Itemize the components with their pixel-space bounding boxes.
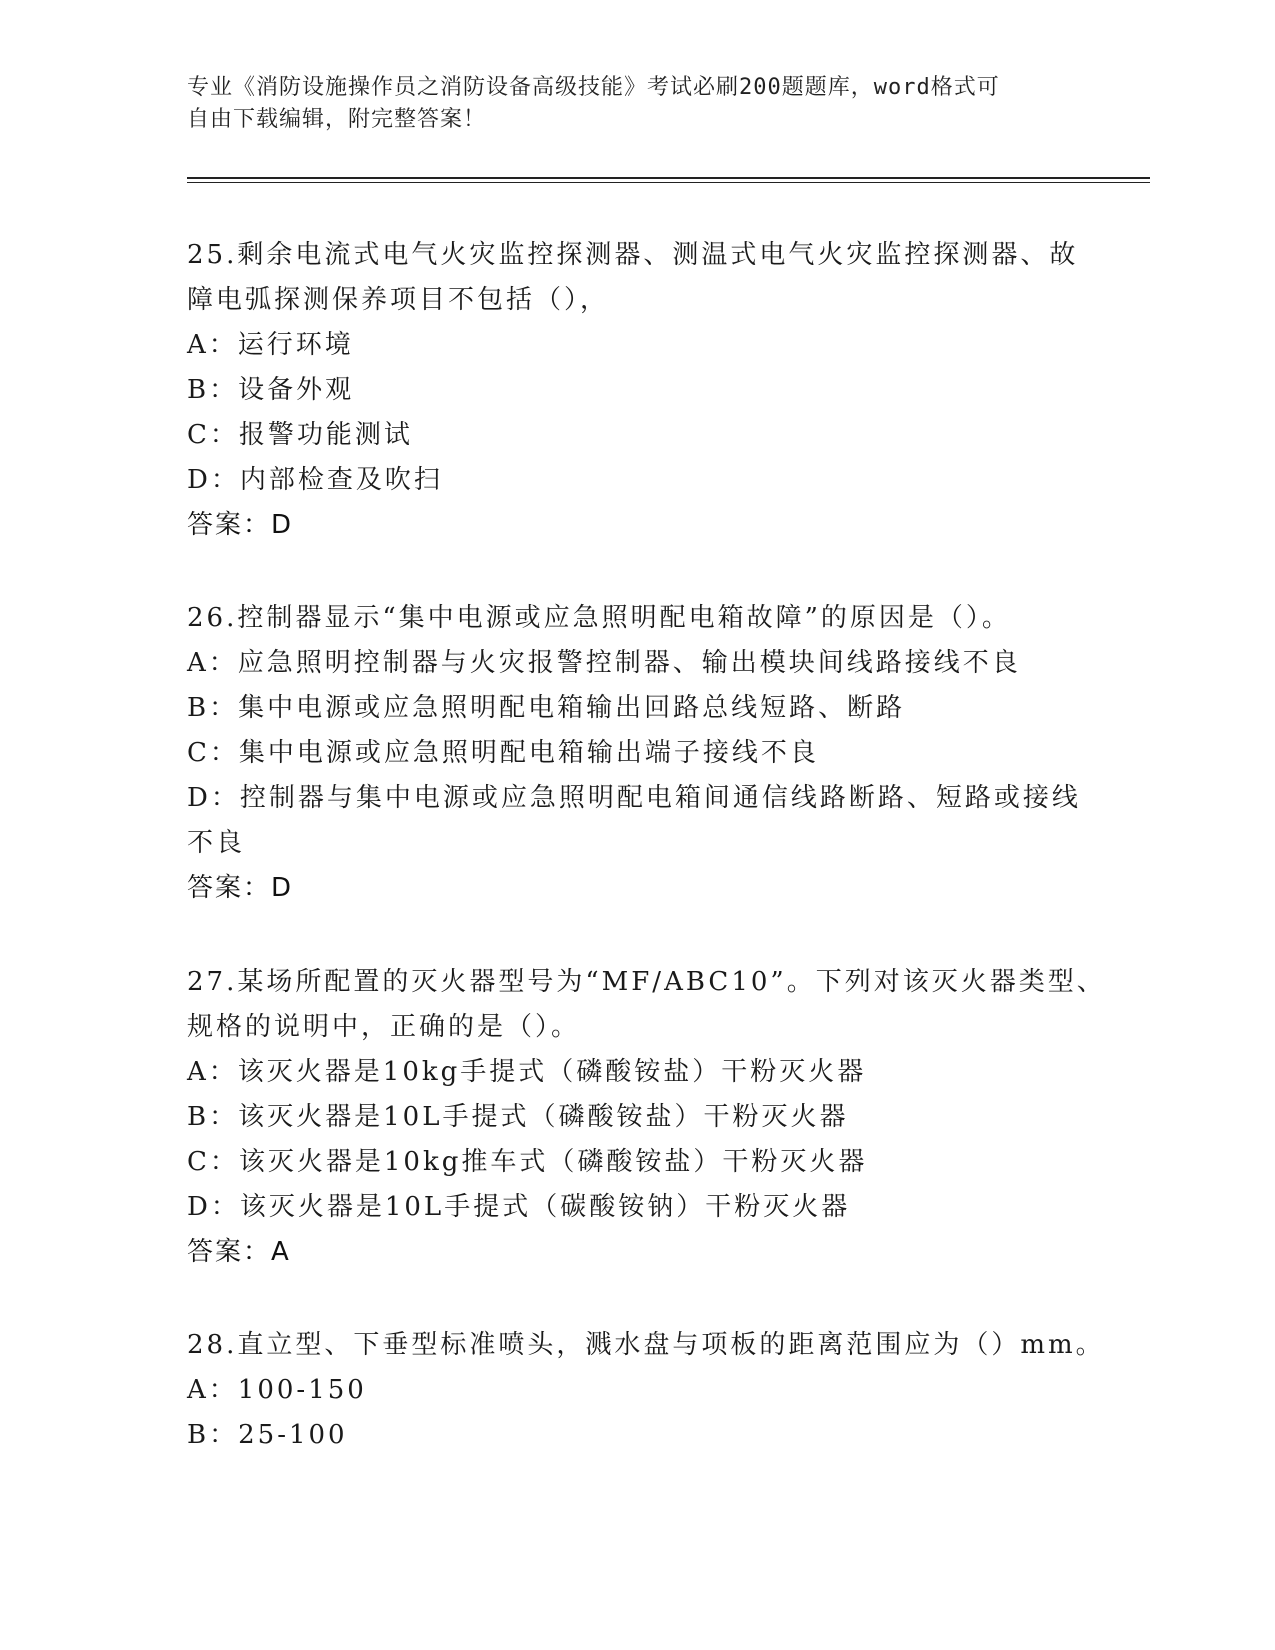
header-line-1: 专业《消防设施操作员之消防设备高级技能》考试必刷200题题库，word格式可	[187, 75, 1000, 100]
option-b: B：25-100	[187, 1420, 348, 1450]
option-a: A：100-150	[187, 1375, 367, 1405]
question-stem-line: 25.剩余电流式电气火灾监控探测器、测温式电气火灾监控探测器、故	[187, 240, 1079, 270]
question-stem-line: 规格的说明中，正确的是（）。	[187, 1012, 581, 1042]
question-stem-line: 27.某场所配置的灭火器型号为“MF/ABC10”。下列对该灭火器类型、	[187, 967, 1106, 997]
header-divider-thick	[187, 177, 1150, 179]
option-a: A：应急照明控制器与火灾报警控制器、输出模块间线路接线不良	[187, 648, 1021, 678]
option-d: D：该灭火器是10L手提式（碳酸铵钠）干粉灭火器	[187, 1192, 851, 1222]
question-28	[187, 1323, 1105, 1458]
header-line-2: 自由下载编辑，附完整答案！	[187, 107, 487, 132]
option-c: C：报警功能测试	[187, 420, 413, 450]
answer-label: 答案：D	[187, 510, 294, 540]
question-27	[187, 960, 1106, 1275]
option-d-continued: 不良	[187, 828, 246, 858]
option-b: B：该灭火器是10L手提式（磷酸铵盐）干粉灭火器	[187, 1102, 849, 1132]
option-c: C：集中电源或应急照明配电箱输出端子接线不良	[187, 738, 819, 768]
question-26	[187, 596, 1087, 911]
answer-label: 答案：A	[187, 1237, 291, 1267]
option-c: C：该灭火器是10kg推车式（磷酸铵盐）干粉灭火器	[187, 1147, 868, 1177]
question-stem-line: 28.直立型、下垂型标准喷头，溅水盘与项板的距离范围应为（）mm。	[187, 1330, 1105, 1360]
document-header	[187, 72, 1087, 136]
option-d: D：内部检查及吹扫	[187, 465, 443, 495]
option-a: A：运行环境	[187, 330, 354, 360]
question-stem-line: 障电弧探测保养项目不包括（），	[187, 285, 610, 315]
header-divider-thin	[187, 182, 1150, 183]
question-stem-line: 26.控制器显示“集中电源或应急照明配电箱故障”的原因是（）。	[187, 603, 1011, 633]
question-25	[187, 233, 1087, 548]
option-a: A：该灭火器是10kg手提式（磷酸铵盐）干粉灭火器	[187, 1057, 867, 1087]
option-d: D：控制器与集中电源或应急照明配电箱间通信线路断路、短路或接线	[187, 783, 1081, 813]
option-b: B：集中电源或应急照明配电箱输出回路总线短路、断路	[187, 693, 906, 723]
answer-label: 答案：D	[187, 873, 294, 903]
option-b: B：设备外观	[187, 375, 355, 405]
